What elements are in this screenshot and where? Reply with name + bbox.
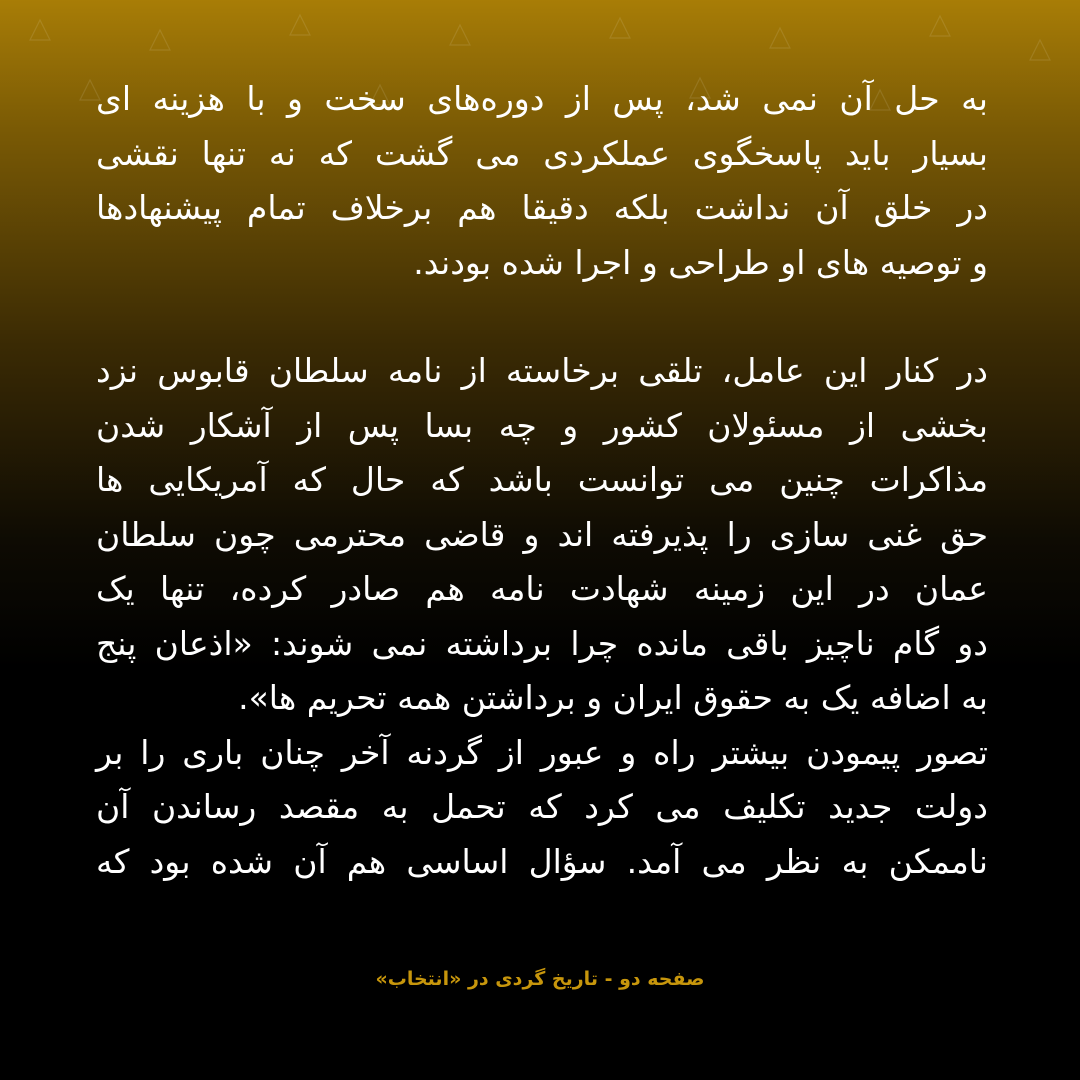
text-line: عمان در این زمینه شهادت نامه هم صادر کرده، تنها یک	[96, 569, 988, 608]
text-line: تصور پیمودن بیشتر راه و عبور از گردنه آخر چنان باری را بر	[96, 732, 988, 772]
text-line: در خلق آن نداشت بلکه دقیقا هم برخلاف تمام پیشنهادها	[96, 188, 988, 227]
text-line: دولت جدید تکلیف می کرد که تحمل به مقصد رساندن آن	[96, 787, 988, 826]
text-line: حق غنی سازی را پذیرفته اند و قاضی محترمی چون سلطان	[96, 514, 988, 554]
paragraph-1	[96, 72, 988, 290]
text-line: بسیار باید پاسخگوی عملکردی می گشت که نه تنها نقشی	[96, 133, 988, 173]
text-line: و توصیه های او طراحی و اجرا شده بودند.	[413, 242, 988, 282]
text-line: دو گام ناچیز باقی مانده چرا برداشته نمی شوند: «اذعان پنج	[96, 623, 988, 663]
text-line: به اضافه یک به حقوق ایران و برداشتن همه تحریم ها».	[238, 678, 988, 717]
paragraph-2	[96, 344, 988, 889]
text-line: در کنار این عامل، تلقی برخاسته از نامه سلطان قابوس نزد	[96, 351, 988, 390]
page-footer-caption: صفحه دو - تاریخ گردی در «انتخاب»	[375, 968, 705, 990]
article-body	[96, 72, 988, 889]
paragraph-spacer	[96, 290, 988, 344]
text-line: مذاکرات چنین می توانست باشد که حال که آمریکایی ها	[96, 460, 988, 499]
text-line: به حل آن نمی شد، پس از دوره‌های سخت و با هزینه ای	[96, 79, 988, 118]
text-line: ناممکن به نظر می آمد. سؤال اساسی هم آن شده بود که	[96, 841, 988, 881]
text-line: بخشی از مسئولان کشور و چه بسا پس از آشکار شدن	[96, 405, 988, 445]
